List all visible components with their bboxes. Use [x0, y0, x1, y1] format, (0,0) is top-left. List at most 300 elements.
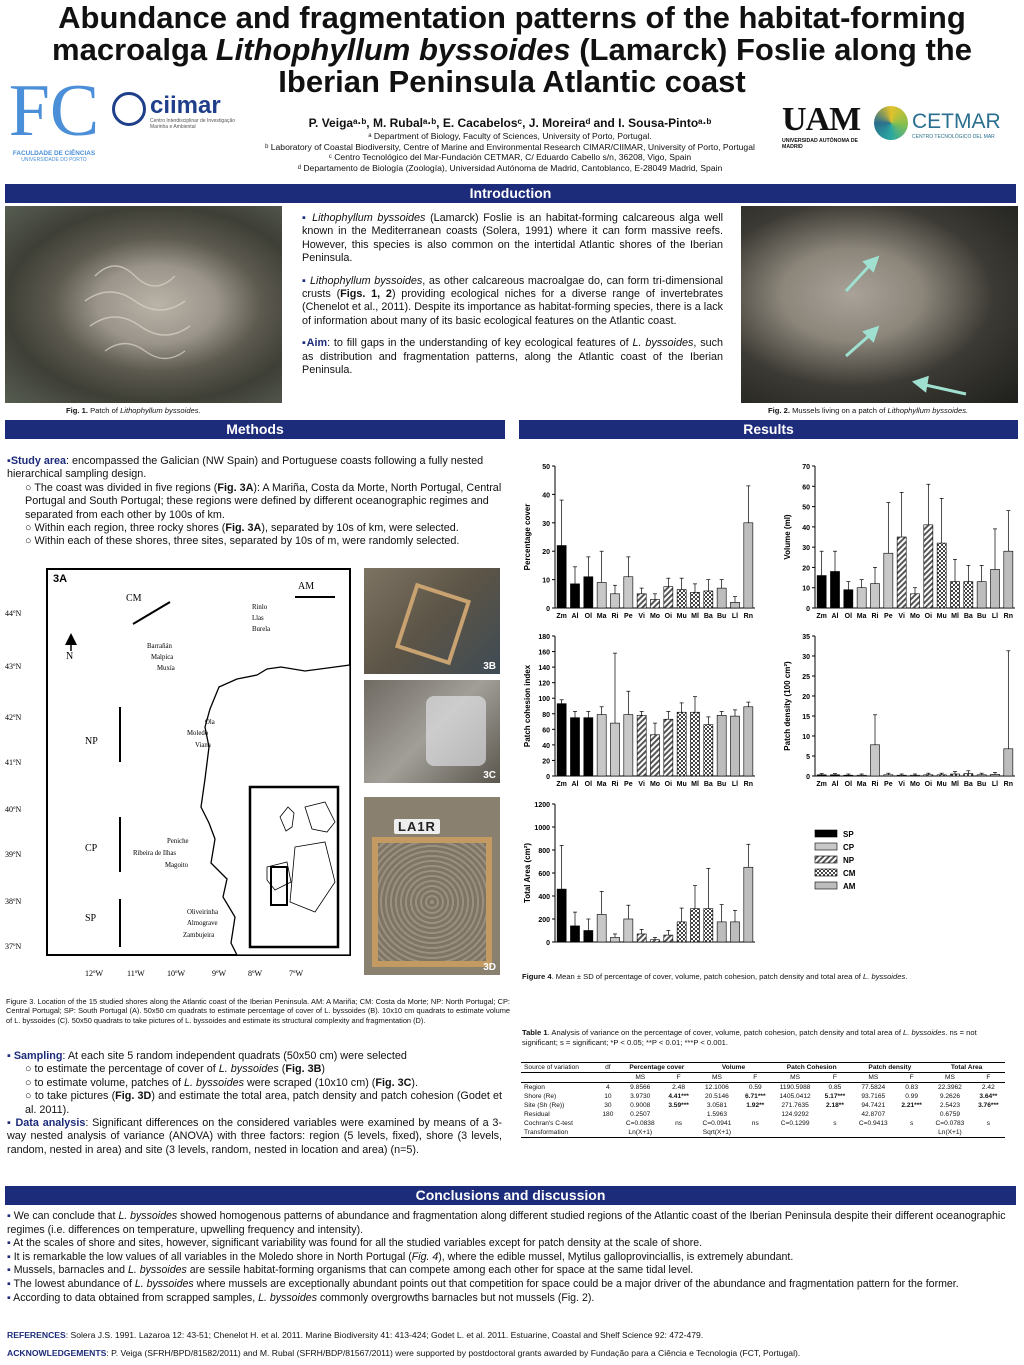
table-cell: 0.99: [905, 1093, 919, 1100]
table1-caption-label: Table 1: [522, 1028, 548, 1037]
authors: P. Veigaᵃ·ᵇ, M. Rubalᵃ·ᵇ, E. Cacabelosᶜ, J. Moreiraᵈ and I. Sousa-Pintoᵃ·ᵇ: [308, 116, 712, 130]
chart-y-tick-label: 10: [542, 577, 550, 585]
table-cell: s: [909, 1120, 914, 1127]
ciimar-logo-sub: Centro Interdisciplinar de Investigação Marinha e Ambiental: [150, 118, 236, 130]
s3-b: ) and estimate the total area, patch density and patch cohesion (Godet et al. 2011).: [25, 1090, 503, 1116]
site-muxia: Muxía: [157, 665, 175, 672]
affiliation-b: ᵇ Laboratory of Coastal Biodiversity, Centre of Marine and Environmental Research CIMAR/CIIMAR, University of Porto, Portugal: [265, 141, 755, 152]
quadrat-frame: [372, 837, 492, 967]
affiliation-c: ᶜ Centro Tecnológico del Mar-Fundación CETMAR, C/ Eduardo Cabello s/n, 36208, Vigo, Spain: [328, 152, 692, 163]
table-cell: 4.41***: [668, 1093, 689, 1100]
th-blank: [521, 1073, 597, 1083]
chart-x-tick-label: Rn: [1003, 781, 1014, 788]
photo-3d-label: 3D: [483, 962, 496, 973]
chart-bar: [637, 594, 646, 608]
s3-a: to take pictures (: [34, 1090, 116, 1103]
table-cell: [662, 1110, 695, 1119]
chart-y-tick-label: 50: [542, 464, 550, 471]
chart-x-tick-label: Vi: [638, 781, 645, 788]
section-conclusions: Conclusions and discussion: [5, 1186, 1016, 1205]
fig2-caption-label: Fig. 2.: [768, 406, 790, 415]
chart-x-tick-label: Ba: [963, 613, 973, 620]
chart-y-tick-label: 100: [538, 696, 550, 704]
conclusion-text-a: Mussels, barnacles and: [13, 1264, 128, 1277]
chart-x-tick-label: Ri: [871, 781, 879, 788]
table-cell: 4: [606, 1084, 610, 1091]
study-area-paragraph: ▪Study area: encompassed the Galician (NW Spain) and Portuguese coasts following a fully nested hierarchical sampling design.: [7, 455, 484, 481]
chart-x-tick-label: Pe: [624, 613, 633, 620]
table-row-label: Site (Sh (Re)): [524, 1102, 565, 1109]
chart-y-tick-label: 20: [802, 694, 810, 701]
site-rinlo: Rinlo: [252, 604, 268, 611]
chart-bar: [570, 718, 579, 776]
chart-x-tick-label: Rn: [743, 613, 754, 620]
region-np: NP: [85, 736, 98, 747]
table-cell: 3.0581: [706, 1102, 728, 1109]
table-cell: 10: [604, 1093, 612, 1100]
s1-a: to estimate the percentage of cover of: [34, 1063, 219, 1076]
chart-bar: [844, 775, 853, 776]
site-malpica: Malpica: [151, 654, 174, 661]
chart-bar: [744, 867, 753, 942]
chart-y-tick-label: 70: [802, 464, 810, 471]
cetmar-logo-text: CETMAR: [912, 110, 1001, 133]
table-cell: 2.18**: [825, 1102, 844, 1109]
table-cell: 1405.0412: [779, 1093, 811, 1100]
table-cell: 94.7421: [861, 1102, 886, 1109]
s1-sp: L. byssoides: [218, 1063, 279, 1076]
chart-bar: [844, 590, 853, 608]
chart-y-tick-label: 20: [802, 565, 810, 573]
th-f: F: [676, 1074, 681, 1081]
table-cell: [852, 1128, 895, 1138]
table-cell: [972, 1110, 1005, 1119]
chart-x-tick-label: Ol: [584, 781, 593, 788]
sub2-a: Within each region, three rocky shores (: [34, 522, 226, 535]
lat-37: 37ºN: [5, 942, 22, 951]
chart-y-tick-label: 0: [806, 606, 810, 613]
table-row-label: Region: [524, 1084, 545, 1091]
table-row-label: Cochran's C-test: [524, 1120, 573, 1127]
chart-bar: [624, 715, 633, 776]
table-cell: [597, 1128, 618, 1138]
chart-bar: [730, 716, 739, 776]
chart-bar: [704, 725, 713, 776]
sampling-sub-3: ○ to take pictures (Fig. 3D) and estimate the total area, patch density and patch cohesion (Godet et al. 2011).: [25, 1090, 503, 1116]
table-cell: 0.9008: [630, 1102, 651, 1109]
section-methods: Methods: [5, 420, 505, 439]
map-panel-label: 3A: [53, 573, 68, 585]
table-cell: Ln(X+1): [628, 1129, 653, 1136]
chart-x-tick-label: Vi: [638, 613, 645, 620]
chart-bar: [597, 582, 606, 608]
chart-bar: [950, 774, 959, 776]
th-df: df: [605, 1064, 611, 1071]
chart-y-tick-label: 60: [542, 727, 550, 735]
fig4-caption: Figure 4. Mean ± SD of percentage of cover, volume, patch cohesion, patch density and total area of L. byssoides.: [522, 972, 908, 981]
chart-bar: [990, 569, 999, 608]
title-line-3: Iberian Peninsula Atlantic coast: [278, 64, 746, 99]
table-cell: 2.48: [672, 1084, 686, 1091]
chart-legend-swatch: [815, 843, 837, 850]
table-cell: 12.1006: [705, 1084, 729, 1091]
acknowledgements-label: ACKNOWLEDGEMENTS: [7, 1348, 107, 1358]
chart-y-label: Volume (ml): [783, 514, 792, 560]
chart-x-tick-label: Al: [571, 613, 579, 620]
chart-x-tick-label: Oi: [924, 613, 933, 620]
chart-bar: [744, 707, 753, 776]
chart-x-tick-label: Al: [831, 613, 839, 620]
conclusion-text-sp: L. byssoides: [127, 1264, 187, 1277]
chart-x-tick-label: Ol: [844, 613, 853, 620]
lat-38: 38ºN: [5, 897, 22, 906]
chart-x-tick-label: Zm: [556, 613, 567, 620]
table-cell: C=0.1299: [780, 1120, 810, 1127]
uam-logo-sub: UNIVERSIDAD AUTÓNOMA DE MADRID: [782, 138, 858, 150]
chart-y-tick-label: 0: [806, 774, 810, 781]
th-f: F: [753, 1074, 758, 1081]
chart-x-tick-label: Vi: [898, 613, 905, 620]
chart-bar: [557, 704, 566, 776]
chart-x-tick-label: Ll: [731, 781, 739, 788]
site-viana: Viana: [195, 742, 211, 749]
fig1-caption: [66, 406, 201, 416]
chart-legend-label: CP: [843, 843, 855, 852]
th-density: Patch density: [852, 1063, 929, 1073]
table1-caption-text: . Analysis of variance on the percentage of cover, volume, patch cohesion, patch density and total area of: [547, 1028, 904, 1037]
section-results: Results: [519, 420, 1018, 439]
bullet-icon: ▪: [7, 1250, 14, 1263]
anova-table-wrap: [521, 1062, 1013, 1138]
chart-bar: [610, 723, 619, 776]
lat-41: 41ºN: [5, 758, 22, 767]
table-cell: Ln(X+1): [938, 1129, 962, 1136]
chart-bar: [570, 926, 579, 942]
map-lat-labels: [5, 609, 21, 951]
table-cell: 93.7165: [861, 1093, 886, 1100]
chart-bar: [730, 602, 739, 608]
chart-bar: [870, 745, 879, 776]
chart-x-tick-label: Mo: [909, 781, 921, 788]
chart-y-tick-label: 160: [538, 649, 550, 657]
chart-bar: [857, 588, 866, 608]
conclusion-text-a: It is remarkable the low values of all variables in the Moledo shore in North Portugal (: [13, 1250, 412, 1263]
fig3a-map: [5, 567, 355, 982]
table-row: [521, 1101, 1005, 1110]
chart-x-tick-label: Zm: [816, 613, 827, 620]
th-blank: [597, 1073, 618, 1083]
intro-aim-label: Aim: [306, 337, 328, 350]
methods-sampling: [7, 1050, 502, 1157]
chart-bar: [924, 525, 933, 608]
study-area-text: : encompassed the Galician (NW Spain) and Portuguese coasts following a fully nested hierarchical sampling design.: [7, 455, 484, 481]
chart-bar: [690, 712, 699, 776]
chart-bar: [610, 594, 619, 608]
lon-10: 10ºW: [167, 969, 186, 978]
region-cm: CM: [126, 593, 142, 604]
map-lon-labels: [85, 969, 303, 978]
sub3: Within each of these shores, three sites, separated by 10s of m, were randomly selected.: [34, 535, 460, 548]
conclusion-text-b: commonly overgrowths barnacles but not mussels (Fig. 2).: [317, 1291, 595, 1304]
chart-bar: [637, 934, 646, 942]
table-cell: 9.8566: [630, 1084, 651, 1091]
chart-bar: [977, 582, 986, 608]
bullet-icon: ▪: [7, 1210, 14, 1222]
methods-study-area: [7, 455, 502, 549]
s2-b: were scraped (10x10 cm) (: [243, 1076, 376, 1089]
affiliation-d: ᵈ Departamento de Biología (Zoología), Universidad Autónoma de Madrid, Cantoblanco, E-28049 Madrid, Spain: [297, 162, 723, 173]
title-species: Lithophyllum byssoides: [215, 32, 571, 67]
fig3c-photo: [364, 680, 500, 783]
arrow-head-icon: [915, 378, 927, 390]
fig2-caption-species: Lithophyllum byssoides.: [887, 406, 969, 415]
fig3d-photo: [364, 797, 500, 975]
chart-y-tick-label: 30: [542, 520, 550, 528]
table-cell: 5.17***: [824, 1093, 846, 1100]
table-row: [521, 1119, 1005, 1128]
ciimar-globe-icon: [112, 92, 146, 126]
sample-bag: [426, 696, 486, 766]
chart-bar: [964, 774, 973, 776]
table-cell: 3.59***: [668, 1102, 689, 1109]
chart-x-tick-label: Oi: [664, 781, 673, 788]
table-cell: 77.5824: [861, 1084, 886, 1091]
table-row: [521, 1110, 1005, 1119]
table-cell: 0.6759: [939, 1111, 961, 1118]
chart-y-tick-label: 140: [538, 665, 550, 673]
cetmar-logo: [874, 104, 1004, 148]
chart-y-label: Patch cohesion index: [523, 664, 532, 748]
chart-bar: [597, 715, 606, 776]
table-cell: 271.7635: [781, 1102, 809, 1109]
site-barranan: Barrañán: [147, 643, 172, 650]
chart-bar: [1004, 749, 1013, 776]
lat-40: 40ºN: [5, 805, 22, 814]
table-cell: 42.8707: [861, 1111, 886, 1118]
th-f: F: [986, 1074, 991, 1081]
s2-c: ).: [411, 1076, 419, 1089]
chart-bar: [937, 775, 946, 776]
chart-x-tick-label: Mo: [909, 613, 921, 620]
table-cell: 6.71***: [744, 1093, 766, 1100]
table-cell: [739, 1128, 772, 1138]
chart-x-tick-label: Zm: [816, 781, 827, 788]
chart-y-label: Patch density (100 cm²): [783, 661, 792, 751]
table-cell: 2.42: [981, 1084, 995, 1091]
title-line-2c: (Lamarck) Foslie along the: [570, 32, 972, 67]
chart-x-tick-label: Pe: [624, 781, 633, 788]
acknowledgements: [7, 1348, 1017, 1358]
chart-bar: [584, 577, 593, 608]
conclusion-text-sp: Fig. 4: [411, 1250, 439, 1263]
table-cell: 1190.5988: [779, 1084, 811, 1091]
sampling-sub-2: ○ to estimate volume, patches of L. byssoides were scraped (10x10 cm) (Fig. 3C).: [25, 1076, 419, 1089]
fig3-caption: Figure 3. Location of the 15 studied shores along the Atlantic coast of the Iberian Peninsula. AM: A Mariña; CM: Costa da Morte; NP: North Portugal; CP: Central Portugal; SP: South Portugal (A). 50x50 cm quadrats to estimate percentage of cover of L. byssoides (B). 10x10 cm quadrats to estimate volume of L. byssoides (C). 50x50 quadrats to take pictures of L. byssoides and estimate its structural complexity and fragmentation (D).: [6, 997, 510, 1025]
uam-logo-text: UAM: [782, 101, 861, 138]
table-cell: [739, 1110, 772, 1119]
table-cell: 22.3962: [938, 1084, 962, 1091]
intro-p2-species: Lithophyllum byssoides: [310, 274, 423, 287]
conclusion-item: [7, 1251, 1015, 1265]
chart-y-label: Percentage cover: [523, 503, 532, 571]
chart-legend-swatch: [815, 830, 837, 837]
chart-bar: [690, 909, 699, 942]
data-analysis-paragraph: ▪ Data analysis: Significant differences on the considered variables were examined by means of a 3-way nested analysis of variance (ANOVA) with three factors: region (5 levels, fixed), shore (3 levels, random, nested in area) and site (3 levels, random, nested in location and area) (n=5).: [7, 1117, 503, 1156]
s1-c: ): [321, 1063, 326, 1076]
conclusion-text-sp: L. byssoides: [118, 1210, 178, 1222]
ciimar-logo-text: ciimar: [150, 92, 221, 119]
table-cell: ns: [751, 1120, 759, 1127]
table-cell: [662, 1128, 695, 1138]
chart-x-tick-label: Rn: [743, 781, 754, 788]
table-row-label: Transformation: [524, 1129, 569, 1136]
table-cell: 2.21***: [901, 1102, 922, 1109]
intro-p1-text: (Lamarck) Foslie is an habitat-forming calcareous alga well known in the Mediterranean coasts (Solera, 1991) where it can form massive reefs. However, this species is also common on the intertidal Atlantic shores of the Iberian Peninsula.: [302, 212, 724, 265]
chart-x-tick-label: Ma: [596, 613, 607, 620]
intro-p3-text-b: , such as distribution and fragmentation patterns, along the Atlantic coast of the Iberian Peninsula.: [302, 337, 724, 377]
table1-caption-note: . ns = not significant; s = significant; *P < 0.05; **P < 0.01; ***P < 0.001.: [522, 1028, 977, 1047]
chart-x-tick-label: Rn: [1003, 613, 1014, 620]
chart-x-tick-label: Vi: [898, 781, 905, 788]
table-cell: 0.59: [748, 1084, 762, 1091]
table-cell: 3.9730: [630, 1093, 651, 1100]
sub1-fig: Fig. 3A: [217, 481, 254, 494]
chart-bar: [937, 543, 946, 608]
table-cell: [818, 1128, 851, 1138]
fc-logo-sub: UNIVERSIDADE DO PORTO: [21, 157, 87, 163]
bullet-icon: ▪: [7, 1237, 14, 1250]
chart-x-tick-label: Bu: [976, 781, 987, 788]
chart-y-tick-label: 10: [802, 585, 810, 593]
table-cell: Sqrt(X+1): [702, 1129, 732, 1136]
chart-y-tick-label: 10: [802, 734, 810, 741]
fig4-charts: [519, 458, 1018, 968]
lon-8: 8ºW: [248, 969, 263, 978]
fig4-charts-svg: [519, 458, 1018, 968]
table-cell: s: [986, 1120, 990, 1127]
chart-bar: [650, 735, 659, 776]
chart-bar: [717, 588, 726, 608]
region-cp: CP: [85, 843, 98, 854]
table-cell: 124.9292: [781, 1111, 809, 1118]
chart-bar: [1004, 551, 1013, 608]
chart-bar: [830, 775, 839, 776]
chart-legend-swatch: [815, 882, 837, 889]
chart-x-tick-label: Al: [831, 781, 839, 788]
poster-title: [0, 2, 1024, 98]
site-burela: Burela: [252, 626, 271, 633]
chart-y-tick-label: 0: [546, 774, 550, 781]
ciimar-logo: [112, 92, 240, 128]
chart-x-tick-label: Ri: [611, 781, 619, 788]
title-line-2a: macroalga: [52, 32, 216, 67]
lat-43: 43ºN: [5, 662, 22, 671]
chart-bar: [924, 775, 933, 776]
chart-legend-swatch: [815, 869, 837, 876]
chart-y-tick-label: 200: [538, 917, 550, 924]
title-line-2: [0, 34, 1024, 66]
s1-b: (: [278, 1063, 286, 1076]
sampling-text: : At each site 5 random independent quadrats (50x50 cm) were selected: [62, 1050, 407, 1062]
table-cell: C=0.0783: [935, 1120, 965, 1127]
fig2-arrows: [741, 206, 1018, 403]
references-text: : Solera J.S. 1991. Lazaroa 12: 43-51; Chenelot H. et al. 2011. Marine Biodiversity 41: 413-424; Godet L. et al. 2011. Estuarine, Coastal and Shelf Science 92: 472-479.: [65, 1330, 704, 1340]
th-source: Source of variation: [524, 1064, 579, 1071]
chart-x-tick-label: Mu: [676, 613, 687, 620]
intro-p3: ▪Aim: to fill gaps in the understanding of key ecological features of L. byssoides, such as distribution and fragmentation patterns, along the Atlantic coast of the Iberian Peninsula.: [302, 337, 724, 377]
chart-x-tick-label: Ri: [871, 613, 879, 620]
fig3b-photo: [364, 568, 500, 674]
intro-p1-species: Lithophyllum byssoides: [312, 212, 426, 224]
fig1-texture: [5, 206, 282, 403]
chart-bar: [910, 775, 919, 776]
chart-y-label: Total Area (cm²): [523, 842, 532, 904]
table-cell: [597, 1119, 618, 1128]
table-cell: 0.2507: [630, 1111, 651, 1118]
cetmar-logo-sub: CENTRO TECNOLÓGICO DEL MAR: [912, 134, 995, 140]
chart-x-tick-label: Oi: [924, 781, 933, 788]
chart-bar: [884, 775, 893, 776]
chart-x-tick-label: Ma: [596, 781, 607, 788]
s2-a: to estimate volume, patches of: [34, 1076, 184, 1089]
conclusion-item: [7, 1210, 1015, 1237]
site-zambujeira: Zambujeira: [183, 932, 215, 939]
conclusion-text-sp: L. byssoides: [134, 1277, 194, 1290]
chart-bar: [624, 577, 633, 608]
chart-x-tick-label: Ma: [856, 613, 867, 620]
chart-y-tick-label: 30: [802, 545, 810, 553]
chart-x-tick-label: Ml: [951, 613, 959, 620]
photo-3c-label: 3C: [483, 770, 496, 781]
chart-y-tick-label: 600: [538, 871, 550, 878]
chart-x-tick-label: Al: [571, 781, 579, 788]
th-ms: MS: [945, 1074, 955, 1081]
chart-x-tick-label: Mu: [936, 781, 947, 788]
intro-p3-species: L. byssoides: [632, 337, 694, 350]
chart-x-tick-label: Mo: [649, 781, 661, 788]
table-cell: ns: [675, 1120, 683, 1127]
chart-bar: [664, 935, 673, 942]
fig2-caption-text: Mussels living on a patch of: [792, 406, 888, 415]
site-ola: Ola: [205, 719, 215, 726]
table-cell: 20.5146: [705, 1093, 729, 1100]
study-area-sub-2: ○ Within each region, three rocky shores (Fig. 3A), separated by 10s of km, were selected.: [25, 522, 459, 535]
s1-fig: Fig. 3B: [285, 1063, 322, 1076]
lon-12: 12ºW: [85, 969, 104, 978]
chart-x-tick-label: Ol: [844, 781, 853, 788]
chart-bar: [584, 931, 593, 943]
table-row: [521, 1092, 1005, 1101]
conclusion-item: [7, 1264, 1015, 1278]
chart-bar: [884, 553, 893, 608]
table-row: [521, 1083, 1005, 1093]
conclusion-text-a: We can conclude that: [13, 1210, 119, 1222]
chart-bar: [817, 576, 826, 608]
quadrat-label-card: LA1R: [394, 819, 440, 834]
affiliations: [240, 131, 780, 173]
site-oliveirinha: Oliveirinha: [187, 909, 218, 916]
chart-x-tick-label: Ol: [584, 613, 593, 620]
table-cell: 0.83: [905, 1084, 919, 1091]
chart-bar: [650, 599, 659, 608]
quadrat-frame: [395, 583, 471, 666]
chart-y-tick-label: 20: [542, 549, 550, 557]
sampling-paragraph: ▪ Sampling: At each site 5 random independent quadrats (50x50 cm) were selected: [7, 1050, 407, 1062]
table-row-label: Shore (Re): [524, 1093, 557, 1100]
site-ribeira: Ribeira de Ilhas: [133, 850, 177, 857]
anova-table: [521, 1062, 1005, 1138]
chart-bar: [677, 922, 686, 942]
